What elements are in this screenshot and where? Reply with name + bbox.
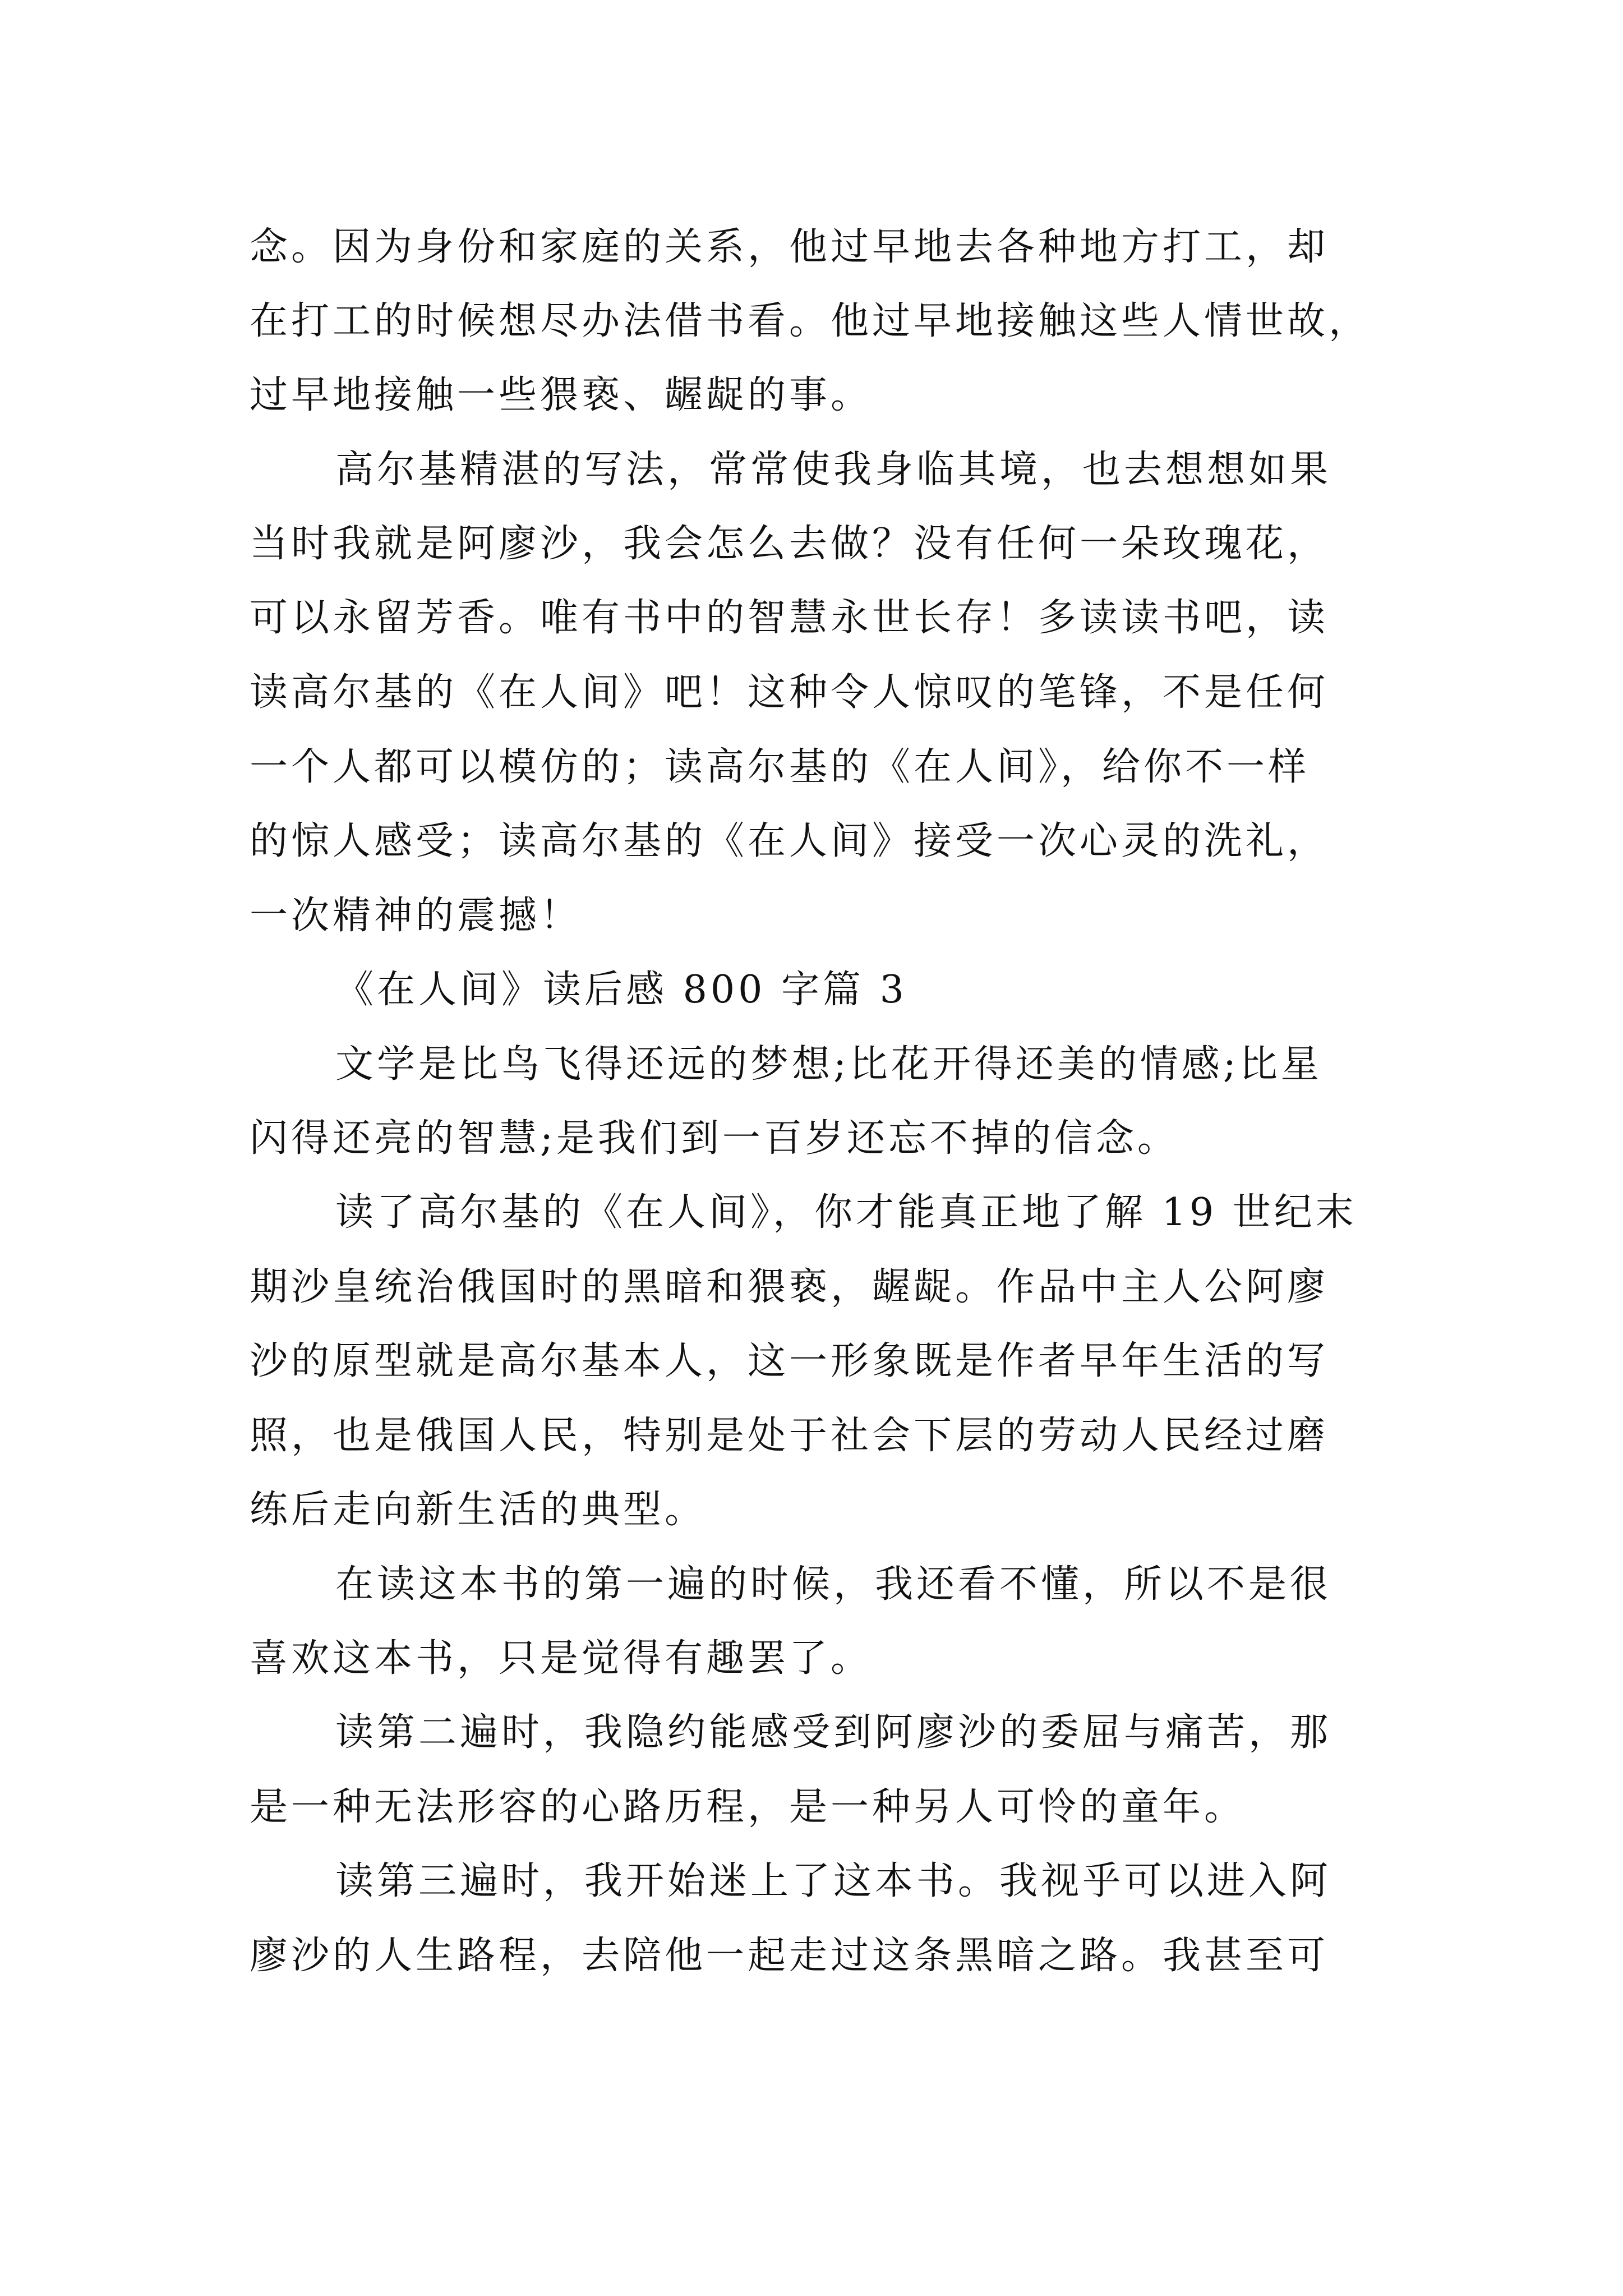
text-line: 闪得还亮的智慧;是我们到一百岁还忘不掉的信念。 (250, 1116, 1179, 1161)
paragraph-first-line: 读第二遍时，我隐约能感受到阿廖沙的委屈与痛苦，那 (335, 1710, 1332, 1755)
paragraph-first-line: 读第三遍时，我开始迷上了这本书。我视乎可以进入阿 (335, 1859, 1332, 1903)
text-line: 念。因为身份和家庭的关系，他过早地去各种地方打工，却 (250, 225, 1329, 269)
paragraph-first-line: 在读这本书的第一遍的时候，我还看不懂，所以不是很 (335, 1562, 1332, 1607)
paragraph-first-line: 文学是比鸟飞得还远的梦想;比花开得还美的情感;比星 (335, 1042, 1322, 1087)
text-line: 是一种无法形容的心路历程，是一种另人可怜的童年。 (250, 1785, 1246, 1829)
text-line: 的惊人感受；读高尔基的《在人间》接受一次心灵的洗礼， (250, 819, 1329, 863)
text-line: 喜欢这本书，只是觉得有趣罢了。 (250, 1636, 873, 1681)
text-line: 廖沙的人生路程，去陪他一起走过这条黑暗之路。我甚至可 (250, 1934, 1329, 1978)
text-line: 可以永留芳香。唯有书中的智慧永世长存！多读读书吧，读 (250, 596, 1329, 640)
text-line: 一次精神的震撼！ (250, 894, 582, 938)
text-line: 照，也是俄国人民，特别是处于社会下层的劳动人民经过磨 (250, 1414, 1329, 1458)
text-line: 当时我就是阿廖沙，我会怎么去做？没有任何一朵玫瑰花， (250, 522, 1329, 566)
section-heading: 《在人间》读后感 800 字篇 3 (335, 968, 907, 1012)
text-line: 一个人都可以模仿的；读高尔基的《在人间》，给你不一样 (250, 745, 1310, 789)
text-line: 期沙皇统治俄国时的黑暗和猥亵，龌龊。作品中主人公阿廖 (250, 1265, 1329, 1309)
text-line: 沙的原型就是高尔基本人，这一形象既是作者早年生活的写 (250, 1339, 1329, 1383)
text-line: 在打工的时候想尽办法借书看。他过早地接触这些人情世故， (250, 299, 1371, 343)
text-line: 读高尔基的《在人间》吧！这种令人惊叹的笔锋，不是任何 (250, 670, 1329, 715)
paragraph-first-line: 高尔基精湛的写法，常常使我身临其境，也去想想如果 (335, 448, 1332, 492)
paragraph-first-line: 读了高尔基的《在人间》，你才能真正地了解 19 世纪末 (335, 1190, 1357, 1235)
text-line: 练后走向新生活的典型。 (250, 1488, 707, 1532)
text-line: 过早地接触一些猥亵、龌龊的事。 (250, 373, 873, 417)
